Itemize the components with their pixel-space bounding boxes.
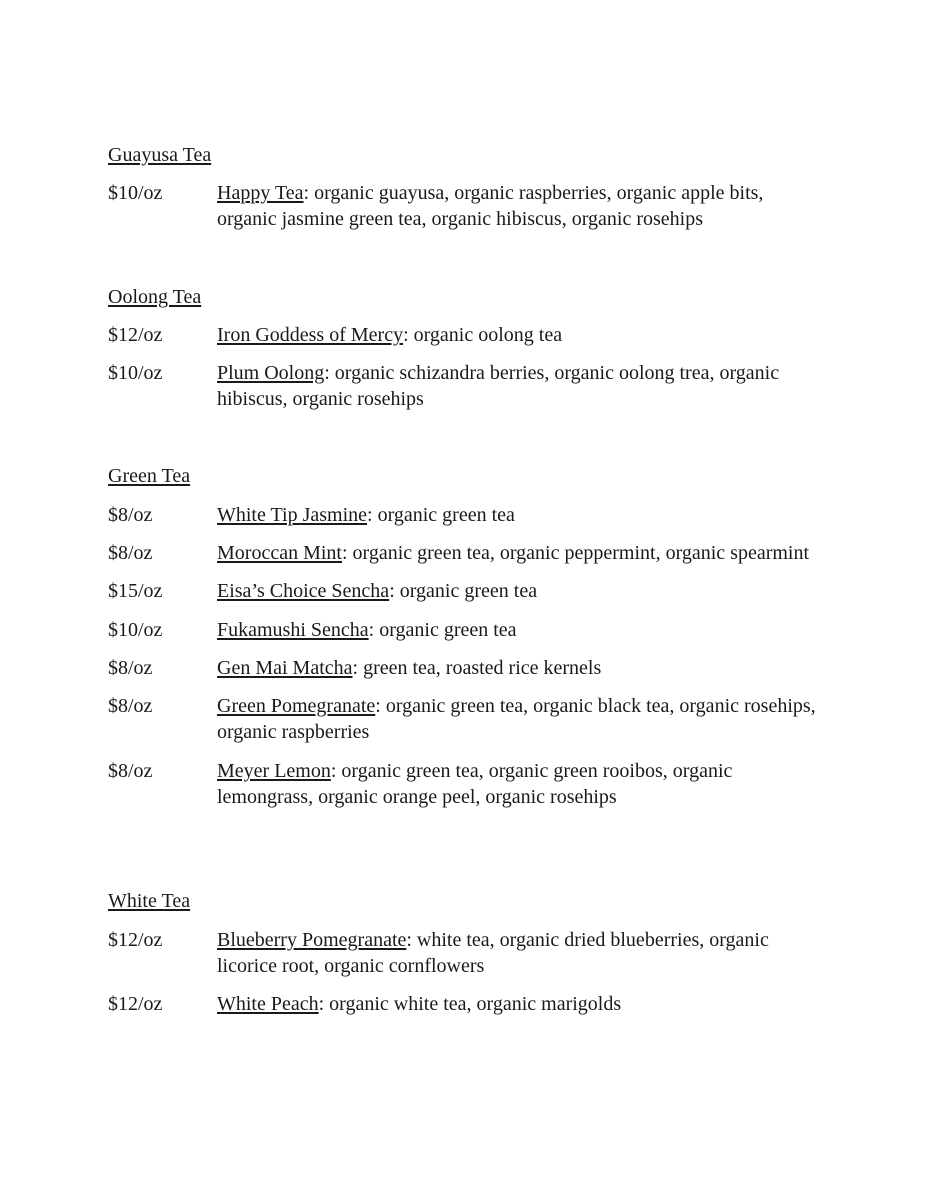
item-description <box>217 991 817 1017</box>
item-ingredients: : organic oolong tea <box>403 324 563 346</box>
menu-item <box>108 758 828 810</box>
item-name: Moroccan Mint <box>217 542 342 564</box>
section-white-tea <box>108 888 828 1017</box>
item-price: $10/oz <box>108 182 163 204</box>
item-description <box>217 927 817 979</box>
item-description <box>217 617 817 643</box>
section-green-tea <box>108 463 828 810</box>
item-price: $10/oz <box>108 619 163 641</box>
item-name: Plum Oolong <box>217 362 325 384</box>
item-ingredients: : organic green tea <box>389 580 538 602</box>
menu-item <box>108 180 828 232</box>
menu-item <box>108 991 828 1017</box>
item-description <box>217 758 817 810</box>
menu-item <box>108 655 828 681</box>
item-description <box>217 502 817 528</box>
menu-item <box>108 322 828 348</box>
item-name: Eisa’s Choice Sencha <box>217 580 390 602</box>
menu-item <box>108 540 828 566</box>
section-heading: Oolong Tea <box>108 286 202 308</box>
item-ingredients: : green tea, roasted rice kernels <box>352 657 602 679</box>
item-name: Green Pomegranate <box>217 695 376 717</box>
item-name: Gen Mai Matcha <box>217 657 353 679</box>
menu-item <box>108 578 828 604</box>
menu-item <box>108 693 828 745</box>
menu-item <box>108 617 828 643</box>
item-ingredients: : organic green tea <box>368 619 517 641</box>
item-price: $8/oz <box>108 542 153 564</box>
item-ingredients: : organic green tea, organic black tea, organic rosehips, organic raspberries <box>217 695 816 743</box>
section-guayusa-tea <box>108 142 828 232</box>
item-name: White Tip Jasmine <box>217 504 368 526</box>
menu-item <box>108 360 828 412</box>
section-heading: Guayusa Tea <box>108 144 212 166</box>
menu-item <box>108 502 828 528</box>
item-price: $8/oz <box>108 695 153 717</box>
item-ingredients: : organic green tea, organic green rooibos, organic lemongrass, organic orange peel, organic rosehips <box>217 760 733 808</box>
item-ingredients: : organic guayusa, organic raspberries, organic apple bits, organic jasmine green tea, organic hibiscus, organic rosehips <box>217 182 764 230</box>
item-price: $12/oz <box>108 324 163 346</box>
section-heading: White Tea <box>108 890 191 912</box>
item-description <box>217 655 817 681</box>
item-price: $8/oz <box>108 504 153 526</box>
item-name: Meyer Lemon <box>217 760 331 782</box>
item-name: Happy Tea <box>217 182 304 204</box>
item-price: $12/oz <box>108 993 163 1015</box>
section-heading: Green Tea <box>108 465 191 487</box>
item-price: $10/oz <box>108 362 163 384</box>
item-ingredients: : white tea, organic dried blueberries, organic licorice root, organic cornflowers <box>217 929 769 977</box>
item-name: Fukamushi Sencha <box>217 619 369 641</box>
item-name: White Peach <box>217 993 319 1015</box>
item-name: Iron Goddess of Mercy <box>217 324 404 346</box>
item-ingredients: : organic white tea, organic marigolds <box>318 993 622 1015</box>
item-description <box>217 180 817 232</box>
menu-item <box>108 927 828 979</box>
item-price: $15/oz <box>108 580 163 602</box>
item-description <box>217 540 817 566</box>
item-price: $12/oz <box>108 929 163 951</box>
section-oolong-tea <box>108 284 828 412</box>
item-ingredients: : organic schizandra berries, organic oolong trea, organic hibiscus, organic rosehips <box>217 362 780 410</box>
item-ingredients: : organic green tea, organic peppermint, organic spearmint <box>341 542 810 564</box>
item-price: $8/oz <box>108 657 153 679</box>
item-description <box>217 693 817 745</box>
item-description <box>217 360 817 412</box>
item-description <box>217 322 817 348</box>
item-name: Blueberry Pomegranate <box>217 929 407 951</box>
item-description <box>217 578 817 604</box>
item-price: $8/oz <box>108 760 153 782</box>
item-ingredients: : organic green tea <box>367 504 515 526</box>
